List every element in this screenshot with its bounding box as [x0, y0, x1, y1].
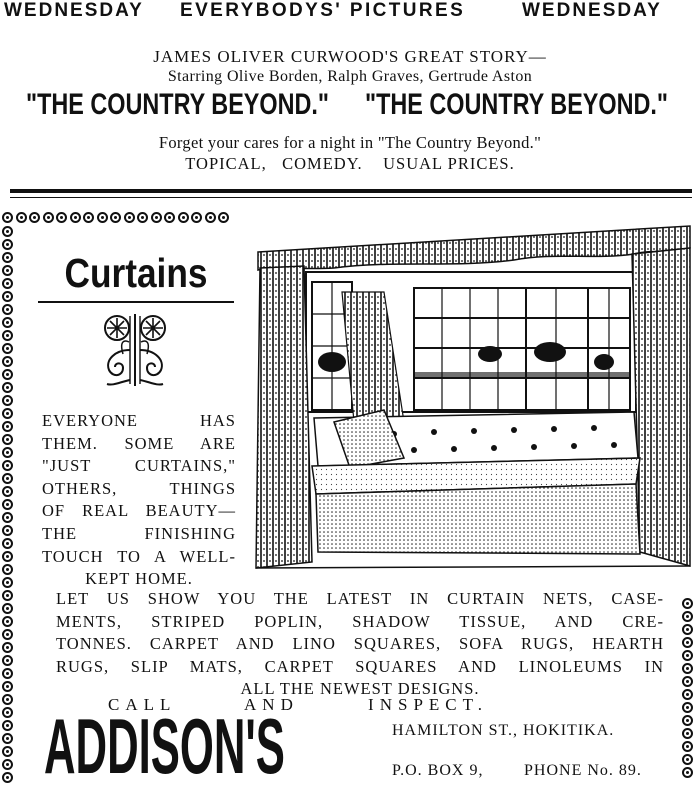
- tagline: Forget your cares for a night in "The Country Beyond.": [158, 133, 542, 152]
- ring-ornament-icon: [191, 212, 202, 223]
- body-copy-line: LET US SHOW YOU THE LATEST IN CURTAIN NETS, CASE-: [56, 589, 664, 608]
- ring-ornament-icon: [2, 707, 13, 718]
- ring-ornament-icon: [2, 564, 13, 575]
- ring-ornament-icon: [2, 317, 13, 328]
- phone-number: PHONE No. 89.: [524, 762, 642, 779]
- ornament-flourish-icon: [95, 310, 175, 390]
- ring-ornament-icon: [2, 551, 13, 562]
- ring-ornament-icon: [2, 473, 13, 484]
- ring-ornament-icon: [682, 676, 693, 687]
- ring-ornament-icon: [2, 616, 13, 627]
- ring-ornament-icon: [2, 733, 13, 744]
- film-title-right: "THE COUNTRY BEYOND.": [365, 88, 669, 121]
- left-copy-line: KEPT HOME.: [85, 569, 193, 589]
- ring-ornament-icon: [682, 637, 693, 648]
- ring-ornament-icon: [110, 212, 121, 223]
- ring-ornament-icon: [2, 408, 13, 419]
- starring-line: Starring Olive Borden, Ralph Graves, Gertrude Aston: [167, 68, 533, 85]
- ring-ornament-icon: [2, 382, 13, 393]
- banner-venue: EVERYBODYS' PICTURES: [180, 0, 466, 21]
- ring-ornament-icon: [2, 304, 13, 315]
- ring-ornament-icon: [2, 746, 13, 757]
- ring-ornament-icon: [682, 754, 693, 765]
- decorative-border-right: [682, 598, 696, 784]
- banner-day-right: WEDNESDAY: [522, 0, 662, 21]
- ring-ornament-icon: [682, 598, 693, 609]
- ring-ornament-icon: [2, 512, 13, 523]
- ring-ornament-icon: [682, 663, 693, 674]
- ring-ornament-icon: [2, 226, 13, 237]
- left-copy-line: OTHERS, THINGS: [42, 478, 236, 498]
- shop-name: ADDISON'S: [44, 702, 285, 790]
- shop-address: HAMILTON ST., HOKITIKA.: [392, 722, 615, 739]
- ring-ornament-icon: [682, 624, 693, 635]
- film-title-left: "THE COUNTRY BEYOND.": [26, 88, 330, 121]
- ring-ornament-icon: [83, 212, 94, 223]
- ring-ornament-icon: [56, 212, 67, 223]
- ring-ornament-icon: [2, 694, 13, 705]
- decorative-border-left: [2, 226, 16, 784]
- left-copy-line: THEM. SOME ARE: [42, 433, 236, 453]
- body-copy-line: ALL THE NEWEST DESIGNS.: [240, 679, 480, 699]
- ring-ornament-icon: [2, 681, 13, 692]
- ring-ornament-icon: [124, 212, 135, 223]
- ring-ornament-icon: [2, 421, 13, 432]
- ring-ornament-icon: [70, 212, 81, 223]
- ring-ornament-icon: [2, 577, 13, 588]
- ring-ornament-icon: [2, 668, 13, 679]
- left-copy-line: "JUST CURTAINS,": [42, 456, 236, 476]
- ring-ornament-icon: [164, 212, 175, 223]
- ring-ornament-icon: [43, 212, 54, 223]
- ring-ornament-icon: [2, 343, 13, 354]
- ring-ornament-icon: [2, 525, 13, 536]
- ring-ornament-icon: [682, 728, 693, 739]
- ring-ornament-icon: [97, 212, 108, 223]
- ring-ornament-icon: [2, 369, 13, 380]
- body-copy-line: TONNES. CARPET AND LINO SQUARES, SOFA RUGS, HEARTH: [56, 634, 664, 654]
- ring-ornament-icon: [682, 715, 693, 726]
- ad-left-copy: [42, 410, 236, 591]
- ring-ornament-icon: [682, 767, 693, 778]
- left-copy-line: EVERYONE HAS: [42, 411, 236, 430]
- decorative-border-top: [2, 212, 232, 226]
- ring-ornament-icon: [2, 395, 13, 406]
- ring-ornament-icon: [2, 759, 13, 770]
- ring-ornament-icon: [2, 265, 13, 276]
- ring-ornament-icon: [178, 212, 189, 223]
- banner-day-left: WEDNESDAY: [4, 0, 144, 21]
- program-line: TOPICAL, COMEDY. USUAL PRICES.: [185, 154, 515, 173]
- ring-ornament-icon: [2, 330, 13, 341]
- ring-ornament-icon: [2, 590, 13, 601]
- ring-ornament-icon: [2, 447, 13, 458]
- ring-ornament-icon: [2, 486, 13, 497]
- ring-ornament-icon: [2, 642, 13, 653]
- ring-ornament-icon: [2, 356, 13, 367]
- ring-ornament-icon: [2, 291, 13, 302]
- curtained-window-illustration: [254, 222, 692, 570]
- ring-ornament-icon: [2, 239, 13, 250]
- ring-ornament-icon: [2, 629, 13, 640]
- ring-ornament-icon: [2, 655, 13, 666]
- ring-ornament-icon: [2, 460, 13, 471]
- ring-ornament-icon: [2, 252, 13, 263]
- ring-ornament-icon: [2, 538, 13, 549]
- ad-body-copy: [56, 588, 664, 701]
- ring-ornament-icon: [2, 278, 13, 289]
- left-copy-line: OF REAL BEAUTY—: [42, 501, 236, 521]
- cinema-banner: [0, 0, 700, 24]
- ring-ornament-icon: [2, 720, 13, 731]
- ring-ornament-icon: [2, 499, 13, 510]
- ring-ornament-icon: [2, 603, 13, 614]
- ring-ornament-icon: [205, 212, 216, 223]
- ring-ornament-icon: [682, 741, 693, 752]
- ring-ornament-icon: [682, 702, 693, 713]
- ring-ornament-icon: [682, 650, 693, 661]
- separator-rule-thick: [10, 189, 692, 193]
- ring-ornament-icon: [2, 772, 13, 783]
- separator-rule-thin: [10, 197, 692, 198]
- po-box: P.O. BOX 9,: [392, 762, 484, 779]
- ring-ornament-icon: [137, 212, 148, 223]
- ring-ornament-icon: [2, 212, 13, 223]
- ad-title: Curtains: [64, 250, 208, 296]
- call-line: CALL AND INSPECT.: [108, 695, 488, 714]
- ring-ornament-icon: [682, 689, 693, 700]
- story-line: JAMES OLIVER CURWOOD'S GREAT STORY—: [153, 47, 547, 66]
- left-copy-line: THE FINISHING: [42, 523, 236, 543]
- left-copy-line: TOUCH TO A WELL-: [42, 546, 236, 566]
- ring-ornament-icon: [2, 434, 13, 445]
- body-copy-line: MENTS, STRIPED POPLIN, SHADOW TISSUE, AND CRE-: [56, 611, 664, 631]
- ring-ornament-icon: [682, 611, 693, 622]
- ring-ornament-icon: [29, 212, 40, 223]
- ring-ornament-icon: [151, 212, 162, 223]
- title-underline: [38, 301, 234, 303]
- ring-ornament-icon: [16, 212, 27, 223]
- body-copy-line: RUGS, SLIP MATS, CARPET SQUARES AND LINOLEUMS IN: [56, 656, 664, 676]
- ring-ornament-icon: [218, 212, 229, 223]
